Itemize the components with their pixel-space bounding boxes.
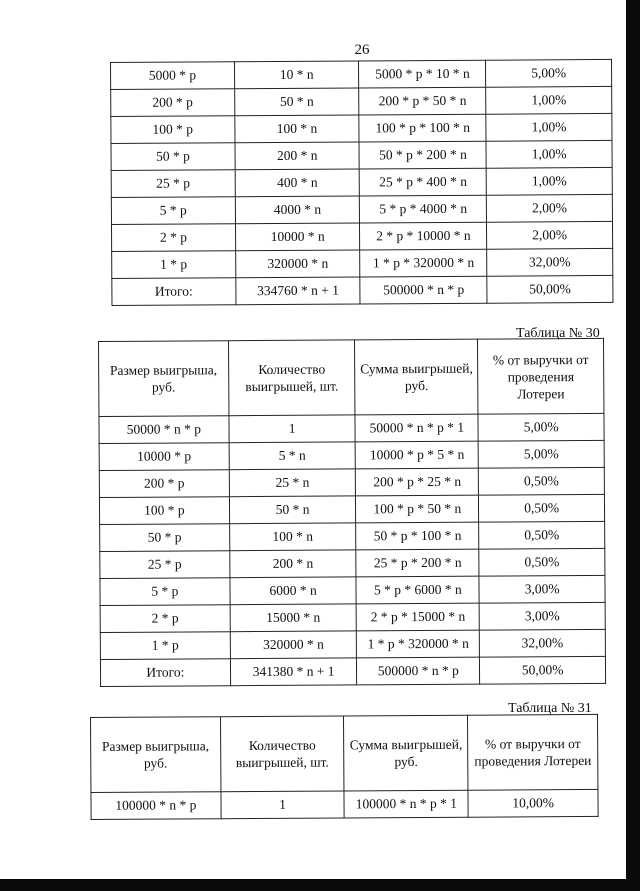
prize-count-cell: 100 * n [229, 523, 356, 551]
table-30-caption: Таблица № 30 [516, 326, 600, 341]
prize-count-cell: 50 * n [234, 88, 359, 116]
table-row [111, 59, 612, 89]
table-row [100, 602, 605, 632]
table-row [91, 789, 598, 819]
table-row [111, 167, 612, 197]
prize-count-cell: 320000 * n [230, 631, 357, 659]
prize-sum-cell: 200 * p * 50 * n [359, 87, 486, 115]
prize-table-30 [98, 338, 606, 687]
table-31-caption: Таблица № 31 [508, 701, 592, 716]
prize-count-cell: 320000 * n [235, 250, 360, 278]
table-row [112, 248, 613, 278]
table-row [100, 548, 605, 578]
table-row [111, 221, 612, 251]
revenue-percent-cell: 3,00% [479, 602, 605, 630]
prize-sum-cell: 1 * p * 320000 * n [360, 249, 487, 277]
table-row [99, 467, 604, 497]
table-header-row [99, 338, 604, 416]
prize-size-cell: 50 * p [100, 524, 230, 552]
prize-table-31 [90, 714, 599, 820]
revenue-percent-cell: 50,00% [480, 656, 606, 684]
prize-size-cell: 200 * p [111, 89, 235, 117]
prize-count-cell: 1 [229, 415, 356, 443]
revenue-percent-cell: 1,00% [486, 140, 612, 168]
prize-size-cell: 10000 * p [99, 443, 229, 471]
prize-count-cell: 50 * n [229, 496, 356, 524]
prize-size-cell: 25 * p [100, 551, 230, 579]
revenue-percent-cell: 5,00% [478, 440, 604, 468]
prize-size-cell: 100 * p [111, 116, 235, 144]
revenue-percent-cell: 1,00% [486, 113, 612, 141]
table-row [99, 440, 604, 470]
revenue-percent-cell: 2,00% [487, 221, 613, 249]
prize-sum-cell: 25 * p * 400 * n [360, 168, 487, 196]
column-header: % от выручки от проведения Лотереи [478, 338, 604, 414]
table-row [111, 140, 612, 170]
prize-size-cell: Итого: [112, 278, 236, 306]
prize-count-cell: 100 * n [235, 115, 360, 143]
table-header-row [91, 714, 598, 792]
prize-sum-cell: 5000 * p * 10 * n [359, 60, 486, 88]
revenue-percent-cell: 3,00% [479, 575, 605, 603]
prize-count-cell: 200 * n [235, 142, 360, 170]
revenue-percent-cell: 5,00% [478, 413, 604, 441]
prize-count-cell: 200 * n [229, 550, 356, 578]
prize-sum-cell: 500000 * n * p [360, 276, 487, 304]
revenue-percent-cell: 1,00% [486, 167, 612, 195]
column-header: Размер выигрыша, руб. [91, 717, 221, 793]
column-header: Количество выигрышей, шт. [228, 340, 355, 416]
prize-sum-cell: 100000 * n * p * 1 [344, 790, 468, 818]
table-row [100, 629, 605, 659]
column-header: % от выручки от проведения Лотереи [468, 714, 598, 790]
prize-size-cell: 5 * p [111, 197, 235, 225]
prize-sum-cell: 2 * p * 10000 * n [360, 222, 487, 250]
revenue-percent-cell: 50,00% [487, 275, 613, 303]
column-header: Сумма выигрышей, руб. [355, 339, 478, 415]
prize-table-continued [110, 59, 613, 306]
prize-count-cell: 6000 * n [230, 577, 357, 605]
page-number: 26 [354, 42, 370, 58]
column-header: Сумма выигрышей, руб. [344, 715, 468, 791]
prize-sum-cell: 1 * p * 320000 * n [357, 630, 480, 658]
prize-count-cell: 4000 * n [235, 196, 360, 224]
prize-size-cell: 2 * p [100, 605, 230, 633]
prize-sum-cell: 200 * p * 25 * n [356, 468, 479, 496]
revenue-percent-cell: 0,50% [479, 521, 605, 549]
revenue-percent-cell: 2,00% [487, 194, 613, 222]
prize-sum-cell: 500000 * n * p [357, 657, 480, 685]
prize-sum-cell: 5 * p * 6000 * n [356, 576, 479, 604]
prize-size-cell: 50 * p [111, 143, 235, 171]
prize-size-cell: 5 * p [100, 578, 230, 606]
prize-size-cell: 5000 * p [111, 62, 235, 90]
scan-border-right [626, 0, 640, 891]
prize-count-cell: 1 [221, 791, 345, 819]
table-row [99, 413, 604, 443]
prize-count-cell: 341380 * n + 1 [230, 658, 357, 686]
prize-count-cell: 15000 * n [230, 604, 357, 632]
table-total-row [100, 656, 605, 686]
prize-sum-cell: 100 * p * 100 * n [359, 114, 486, 142]
prize-count-cell: 10 * n [234, 61, 359, 89]
prize-sum-cell: 25 * p * 200 * n [356, 549, 479, 577]
prize-sum-cell: 100 * p * 50 * n [356, 495, 479, 523]
prize-count-cell: 10000 * n [235, 223, 360, 251]
revenue-percent-cell: 10,00% [468, 789, 598, 817]
prize-sum-cell: 10000 * p * 5 * n [356, 441, 479, 469]
prize-size-cell: 200 * p [99, 470, 229, 498]
table-row [99, 494, 604, 524]
prize-count-cell: 5 * n [229, 442, 356, 470]
prize-sum-cell: 50 * p * 100 * n [356, 522, 479, 550]
prize-size-cell: 25 * p [111, 170, 235, 198]
column-header: Количество выигрышей, шт. [220, 716, 344, 792]
prize-size-cell: 2 * p [111, 224, 235, 252]
revenue-percent-cell: 0,50% [479, 548, 605, 576]
revenue-percent-cell: 0,50% [479, 494, 605, 522]
prize-size-cell: 1 * p [100, 632, 230, 660]
revenue-percent-cell: 32,00% [487, 248, 613, 276]
prize-count-cell: 400 * n [235, 169, 360, 197]
prize-count-cell: 334760 * n + 1 [236, 277, 361, 305]
prize-count-cell: 25 * n [229, 469, 356, 497]
prize-size-cell: 100 * p [99, 497, 229, 525]
prize-size-cell: 50000 * n * p [99, 416, 229, 444]
prize-size-cell: Итого: [100, 659, 230, 687]
revenue-percent-cell: 5,00% [486, 59, 612, 87]
table-total-row [112, 275, 613, 305]
revenue-percent-cell: 1,00% [486, 86, 612, 114]
revenue-percent-cell: 32,00% [480, 629, 606, 657]
prize-sum-cell: 5 * p * 4000 * n [360, 195, 487, 223]
table-row [111, 113, 612, 143]
prize-sum-cell: 2 * p * 15000 * n [357, 603, 480, 631]
table-row [111, 194, 612, 224]
prize-sum-cell: 50000 * n * p * 1 [355, 414, 478, 442]
prize-sum-cell: 50 * p * 200 * n [359, 141, 486, 169]
prize-size-cell: 100000 * n * p [91, 792, 221, 820]
column-header: Размер выигрыша, руб. [99, 341, 229, 417]
table-row [111, 86, 612, 116]
revenue-percent-cell: 0,50% [479, 467, 605, 495]
table-row [100, 575, 605, 605]
prize-size-cell: 1 * p [112, 251, 236, 279]
table-row [100, 521, 605, 551]
scan-border-bottom [0, 879, 640, 891]
